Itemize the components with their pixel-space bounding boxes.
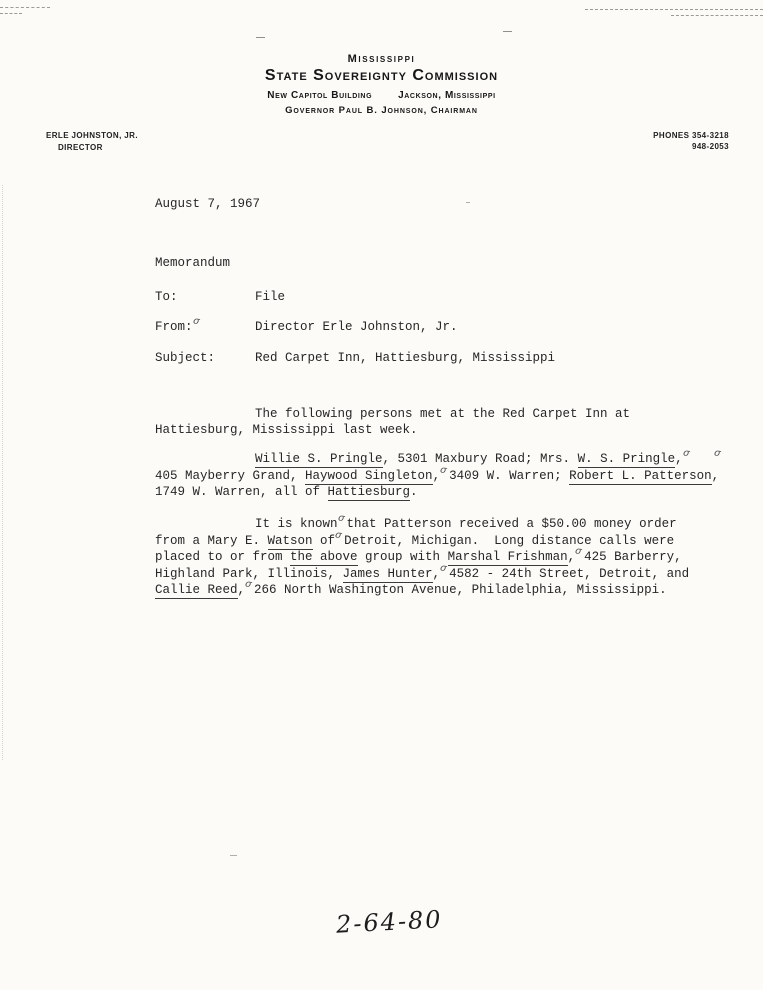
underlined-text: Robert L. Patterson [569, 468, 712, 483]
scan-artifact [503, 31, 512, 32]
underlined-text: Willie S. Pringle [255, 452, 383, 466]
letterhead-chairman: Governor Paul B. Johnson, Chairman [285, 105, 478, 116]
text-segment: , [675, 452, 683, 466]
text-segment: It is known [255, 517, 338, 531]
handwritten-file-number: 2-64-80 [335, 905, 444, 939]
pencil-mark: σ [681, 448, 690, 461]
scan-artifact [0, 7, 50, 8]
memo-date: August 7, 1967 [155, 197, 261, 211]
typed-line [155, 407, 733, 423]
text-segment: 4582 - 24th Street, Detroit, and [449, 566, 690, 581]
underlined-text: Hattiesburg [327, 485, 411, 499]
text-segment: , [567, 550, 576, 564]
memo-to-label: To: [155, 290, 178, 304]
text-segment: 1749 W. Warren, all of [155, 485, 328, 499]
text-segment: , 5301 Maxbury Road; Mrs. [382, 452, 578, 466]
pencil-mark: σ [334, 529, 343, 542]
pencil-mark: σ [439, 562, 448, 575]
director-title: DIRECTOR [58, 143, 103, 152]
scan-artifact [466, 202, 470, 203]
text-segment: 425 Barberry, [584, 550, 682, 564]
text-segment: The following persons met at the Red Carpet Inn at [255, 407, 631, 421]
scan-artifact [671, 15, 763, 16]
letterhead-state: Mississippi [347, 53, 416, 65]
pencil-mark: σ [336, 513, 345, 526]
director-name: ERLE JOHNSTON, JR. [46, 131, 138, 140]
letterhead-address-line [0, 90, 763, 101]
memo-subject-row [155, 350, 733, 366]
typed-line [155, 464, 753, 486]
text-segment: of [312, 533, 336, 548]
text-segment: from a Mary E. [155, 533, 268, 548]
memo-header-rows [155, 289, 733, 380]
underlined-text: Haywood Singleton [305, 468, 433, 483]
scan-artifact [2, 185, 3, 760]
typed-line [155, 579, 753, 600]
pencil-mark: σ [244, 579, 253, 592]
typed-line [155, 513, 753, 534]
memo-from-value: Director Erle Johnston, Jr. [255, 319, 458, 334]
text-segment: placed to or from [155, 550, 291, 564]
paragraph-2 [155, 448, 753, 501]
pencil-mark: σ [439, 464, 448, 477]
memo-from-row [155, 315, 733, 337]
underlined-text: W. S. Pringle [577, 452, 676, 466]
memo-subject-label: Subject: [155, 351, 216, 365]
scan-artifact [585, 9, 763, 10]
letterhead [0, 53, 763, 116]
text-segment: Hattiesburg, Mississippi last week. [155, 422, 418, 437]
text-segment: , [237, 583, 246, 597]
phones-block [653, 131, 729, 153]
typed-line [155, 448, 753, 469]
text-segment: 266 North Washington Avenue, Philadelphia, Mississippi. [254, 583, 667, 597]
memo-from-label-text: From: [155, 319, 193, 334]
typed-line [155, 485, 753, 501]
memo-to-value: File [255, 290, 286, 304]
letterhead-building: New Capitol Building [267, 90, 373, 101]
text-segment: , [432, 566, 441, 581]
pencil-mark: σ [191, 315, 200, 328]
letterhead-city: Jackson, Mississippi [398, 90, 496, 101]
text-segment: . [410, 485, 418, 499]
text-segment: , [432, 468, 441, 483]
pencil-mark: σ [713, 448, 722, 461]
text-segment: 3409 W. Warren; [449, 468, 570, 483]
text-segment: that Patterson received a $50.00 money order [346, 517, 677, 531]
paragraph-1 [155, 407, 733, 438]
underlined-text: Marshal Frishman [447, 550, 568, 564]
pencil-mark: σ [574, 546, 583, 559]
text-segment: group with [357, 550, 448, 564]
text-segment [692, 452, 715, 466]
typed-line [155, 546, 753, 567]
underlined-text: Watson [267, 533, 313, 548]
underlined-text: James Hunter [342, 566, 433, 581]
text-segment: Highland Park, Illinois, [155, 566, 343, 581]
memo-doc-type: Memorandum [155, 256, 231, 270]
memo-to-row [155, 289, 733, 305]
scan-artifact [256, 37, 265, 38]
typed-line [155, 529, 753, 551]
scan-artifact [0, 13, 22, 14]
typed-line [155, 423, 733, 439]
phone-line-2: 948-2053 [691, 142, 729, 151]
text-segment: Detroit, Michigan. Long distance calls were [344, 533, 675, 548]
memo-from-label [155, 315, 255, 337]
scan-artifact [230, 855, 237, 856]
memo-subject-value: Red Carpet Inn, Hattiesburg, Mississippi [255, 351, 556, 365]
paragraph-3 [155, 513, 753, 600]
underlined-text: Callie Reed [155, 583, 238, 597]
director-block [46, 131, 138, 152]
letterhead-organization: State Sovereignty Commission [264, 67, 499, 84]
text-segment: 405 Mayberry Grand, [155, 468, 306, 483]
phone-line-1: PHONES 354-3218 [653, 131, 729, 140]
text-segment: , [711, 468, 720, 483]
underlined-text: the above [290, 550, 358, 564]
